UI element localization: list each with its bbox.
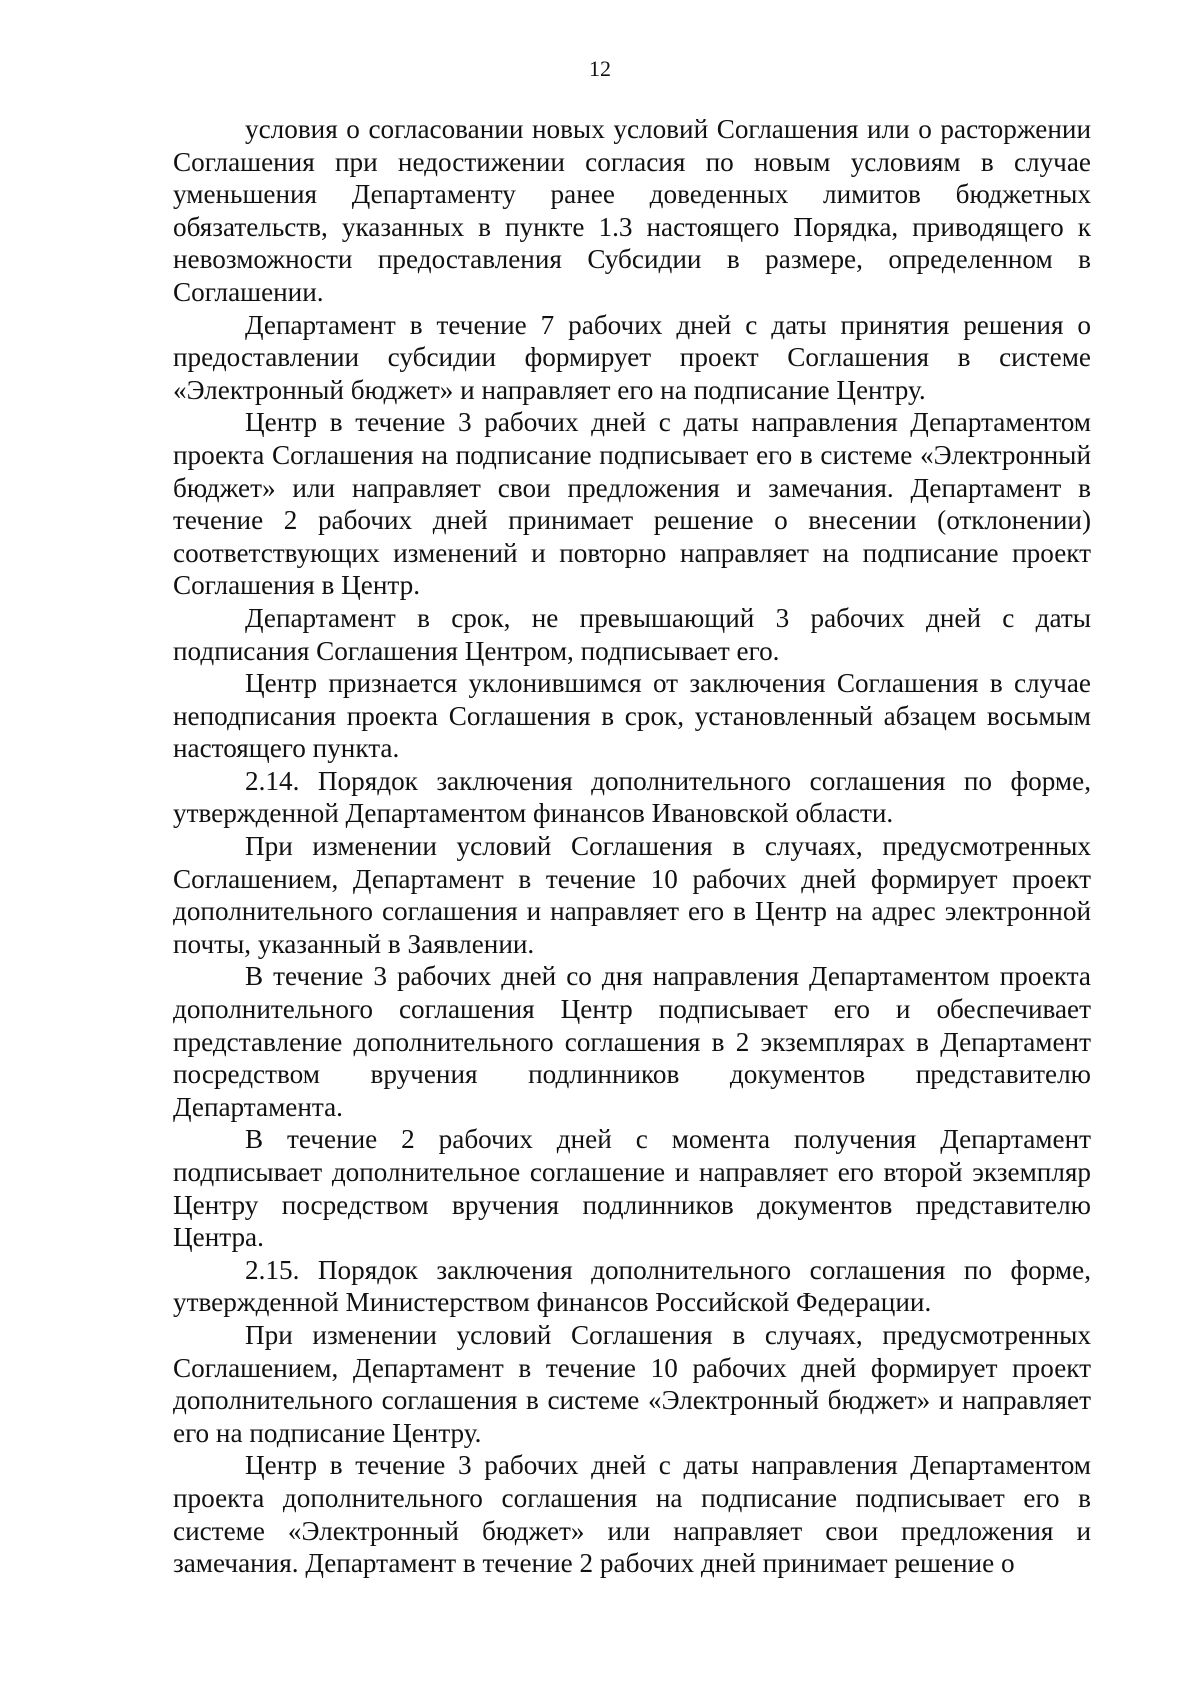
paragraph-evasion: Центр признается уклонившимся от заключения Соглашения в случае неподписания проекта Соглашения в срок, установленный абзацем восьмым настоящего пункта. — [173, 668, 1091, 764]
paragraph-section-2-14: 2.14. Порядок заключения дополнительного соглашения по форме, утвержденной Департаментом финансов Ивановской области. — [173, 765, 1091, 829]
paragraph-center-two-copies: В течение 3 рабочих дней со дня направления Департаментом проекта дополнительного соглашения Центр подписывает его и обеспечивает представление дополнительного соглашения в 2 экземплярах в Департамент посредством вручения подлинников документов представителю Департамента. — [173, 961, 1091, 1122]
page-number: 12 — [589, 56, 611, 81]
paragraph-department-signing: Департамент в срок, не превышающий 3 рабочих дней с даты подписания Соглашения Центром, подписывает его. — [173, 602, 1091, 666]
paragraph-additional-agreement-ebudget: При изменении условий Соглашения в случаях, предусмотренных Соглашением, Департамент в течение 10 рабочих дней формирует проект дополнительного соглашения в системе «Электронный бюджет» и направляет его на подписание Центру. — [173, 1319, 1091, 1448]
paragraph-section-2-15: 2.15. Порядок заключения дополнительного соглашения по форме, утвержденной Министерством финансов Российской Федерации. — [173, 1254, 1091, 1318]
paragraph-center-signing: Центр в течение 3 рабочих дней с даты направления Департаментом проекта Соглашения на подписание подписывает его в системе «Электронный бюджет» или направляет свои предложения и замечания. Департамент в течение 2 рабочих дней принимает решение о внесении (отклонении) соответствующих изменений и повторно направляет на подписание проект Соглашения в Центр. — [173, 407, 1091, 601]
paragraph-additional-agreement-email: При изменении условий Соглашения в случаях, предусмотренных Соглашением, Департамент в течение 10 рабочих дней формирует проект дополнительного соглашения и направляет его в Центр на адрес электронной почты, указанный в Заявлении. — [173, 831, 1091, 959]
paragraph-department-second-copy: В течение 2 рабочих дней с момента получения Департамент подписывает дополнительное соглашение и направляет его второй экземпляр Центру посредством вручения подлинников документов представителю Центра. — [173, 1124, 1091, 1253]
document-body — [173, 113, 1091, 1580]
paragraph-continuation: условия о согласовании новых условий Соглашения или о расторжении Соглашения при недостижении согласия по новым условиям в случае уменьшения Департаменту ранее доведенных лимитов бюджетных обязательств, указанных в пункте 1.3 настоящего Порядка, приводящего к невозможности предоставления Субсидии в размере, определенном в Соглашении. — [173, 114, 1091, 307]
paragraph-agreement-draft: Департамент в течение 7 рабочих дней с даты принятия решения о предоставлении субсидии формирует проект Соглашения в системе «Электронный бюджет» и направляет его на подписание Центру. — [173, 309, 1091, 405]
paragraph-center-additional-signing: Центр в течение 3 рабочих дней с даты направления Департаментом проекта дополнительного соглашения на подписание подписывает его в системе «Электронный бюджет» или направляет свои предложения и замечания. Департамент в течение 2 рабочих дней принимает решение о — [173, 1450, 1091, 1579]
